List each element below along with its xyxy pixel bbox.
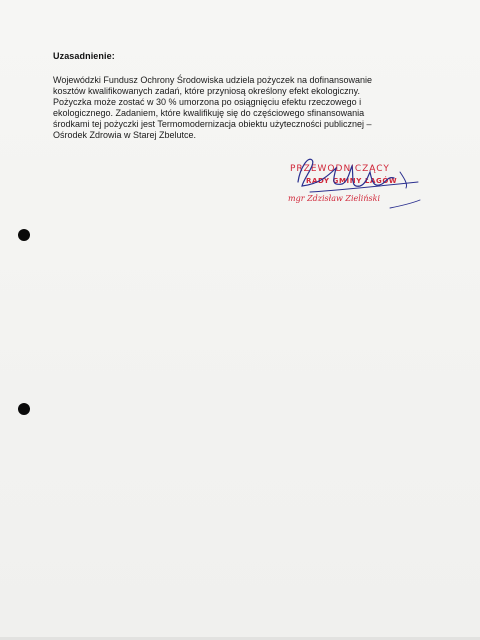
section-heading: Uzasadnienie:: [53, 51, 115, 61]
stamp-subtitle: RADY GMINY ŁAGÓW: [306, 177, 398, 185]
punch-hole: [18, 229, 30, 241]
paragraph-line: Pożyczka może zostać w 30 % umorzona po osiągnięciu efektu rzeczowego i: [53, 97, 362, 107]
paragraph-line: środkami tej pożyczki jest Termomodernizacja obiektu użyteczności publicznej –: [53, 119, 372, 129]
justification-paragraph: [53, 75, 413, 141]
paragraph-line: Wojewódzki Fundusz Ochrony Środowiska udziela pożyczek na dofinansowanie: [53, 75, 373, 85]
handwritten-signature: [290, 148, 430, 218]
paragraph-line: kosztów kwalifikowanych zadań, które przyniosą określony efekt ekologiczny.: [53, 86, 360, 96]
paragraph-line: ekologicznego. Zadaniem, które kwalifikuję się do częściowego sfinansowania: [53, 108, 365, 118]
paragraph-line: Ośrodek Zdrowia w Starej Zbelutce.: [53, 130, 197, 140]
punch-hole: [18, 403, 30, 415]
stamp-name: mgr Zdzisław Zieliński: [288, 194, 381, 203]
stamp-title: PRZEWODNICZĄCY: [290, 164, 390, 174]
